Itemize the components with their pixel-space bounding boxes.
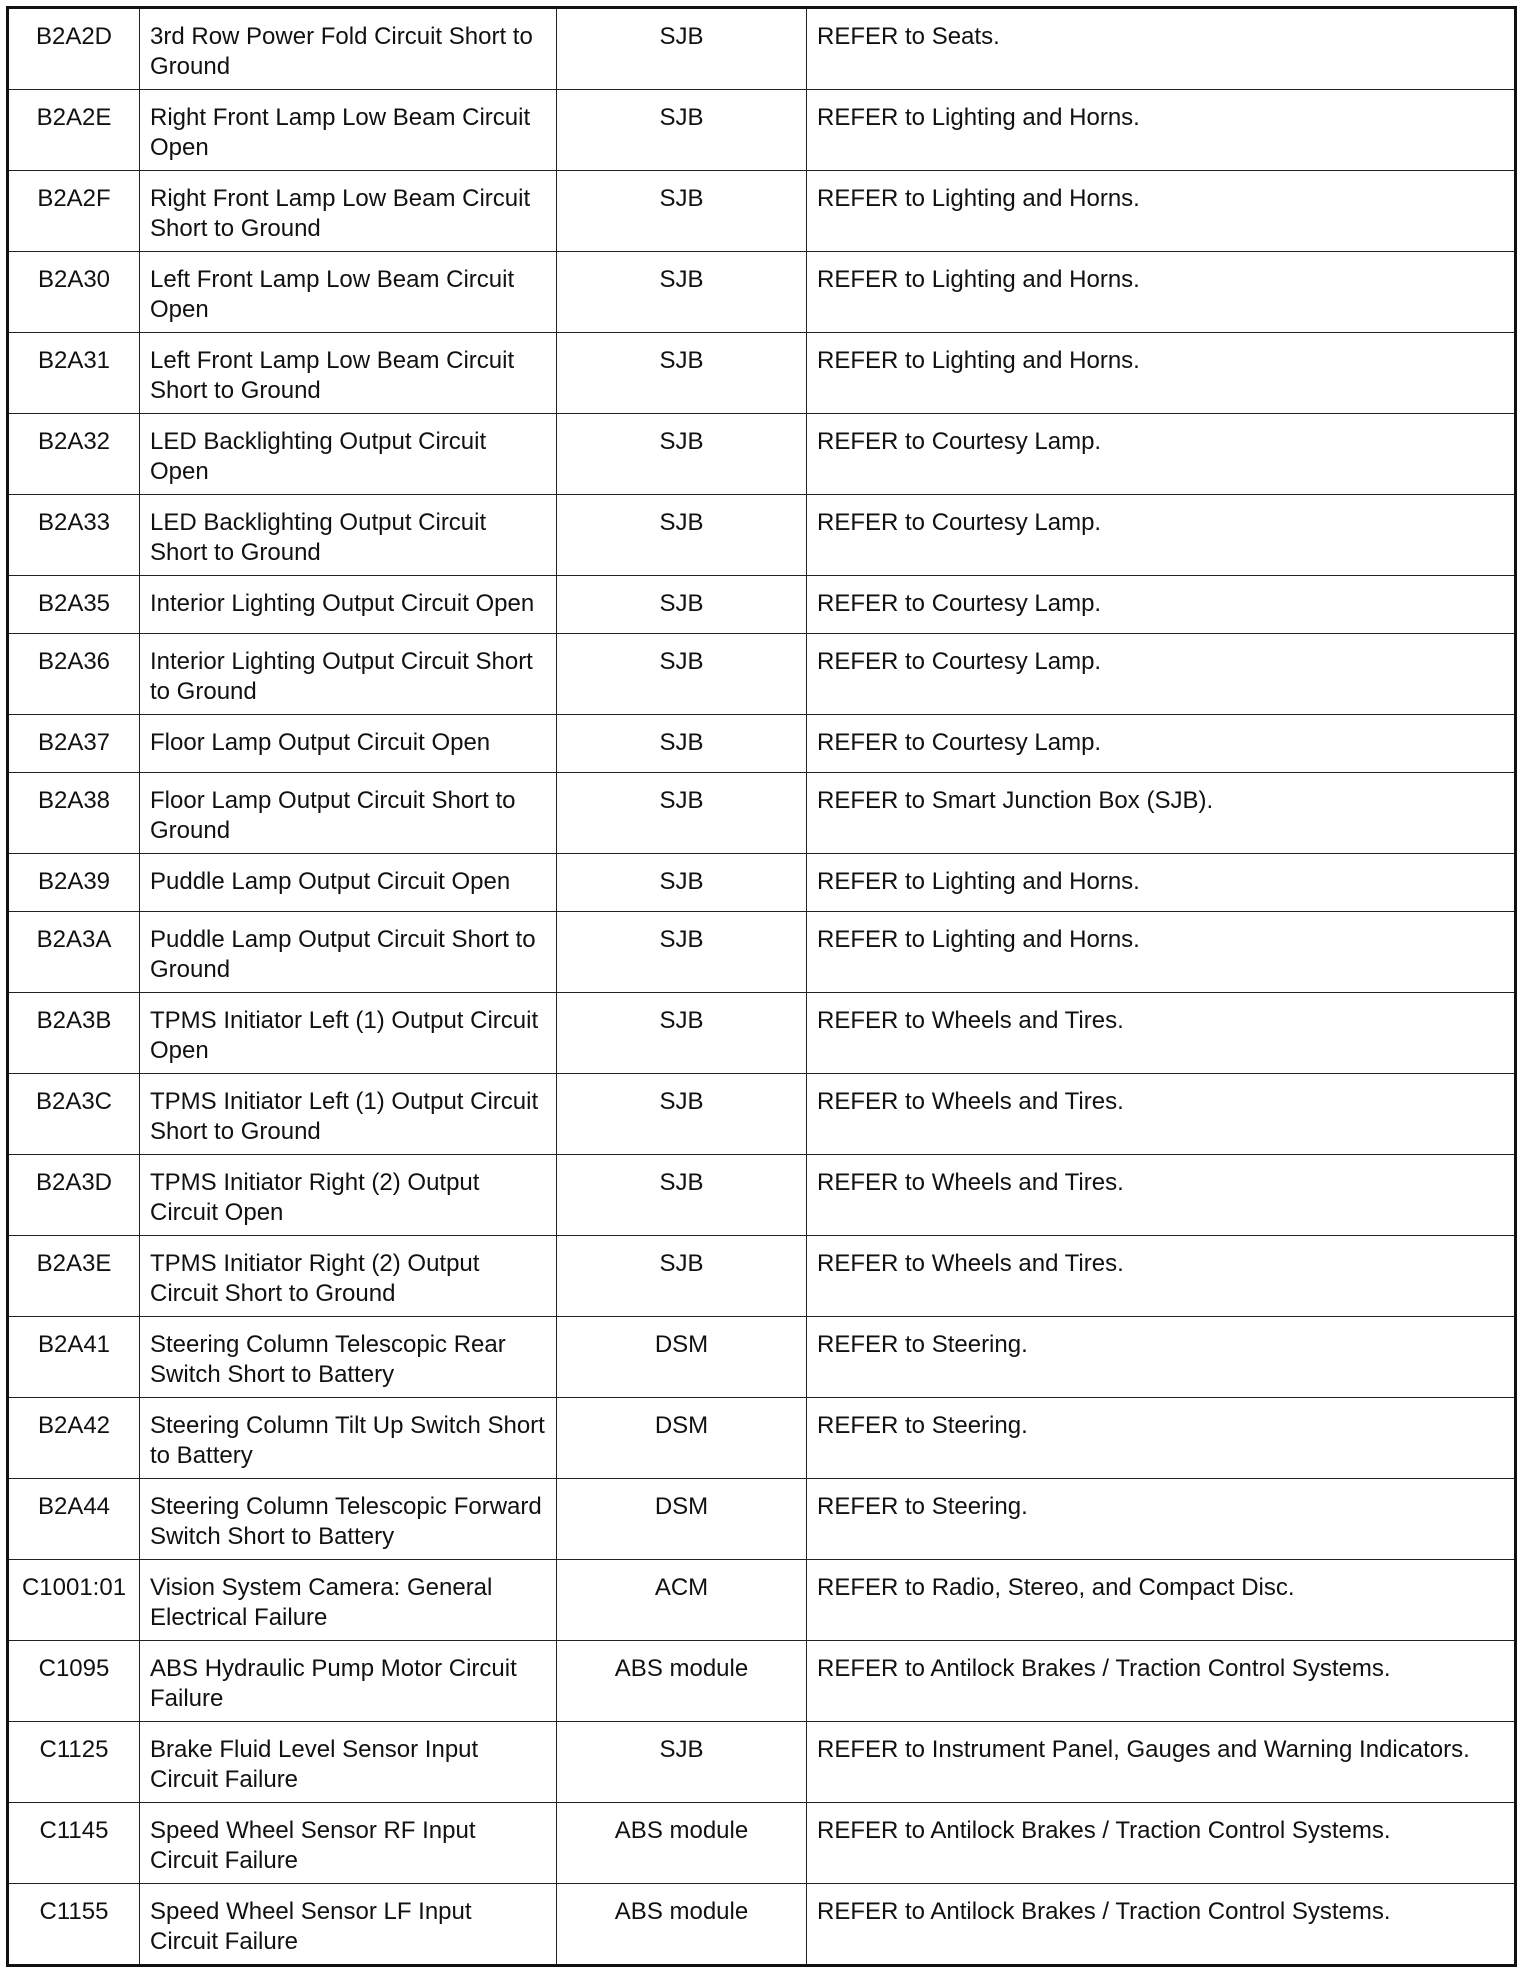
dtc-action-cell: REFER to Antilock Brakes / Traction Control Systems. xyxy=(807,1641,1516,1722)
dtc-code-cell: B2A32 xyxy=(8,414,140,495)
dtc-module-cell: ABS module xyxy=(557,1803,807,1884)
dtc-description-cell: Right Front Lamp Low Beam Circuit Short to Ground xyxy=(140,171,557,252)
dtc-code-cell: B2A2F xyxy=(8,171,140,252)
dtc-code-cell: B2A38 xyxy=(8,773,140,854)
dtc-module-cell: DSM xyxy=(557,1479,807,1560)
dtc-action-cell: REFER to Courtesy Lamp. xyxy=(807,634,1516,715)
dtc-action-cell: REFER to Courtesy Lamp. xyxy=(807,414,1516,495)
dtc-code-cell: C1155 xyxy=(8,1884,140,1966)
dtc-description-cell: ABS Hydraulic Pump Motor Circuit Failure xyxy=(140,1641,557,1722)
table-row xyxy=(8,1560,1516,1641)
dtc-code-cell: B2A37 xyxy=(8,715,140,773)
dtc-description-cell: Brake Fluid Level Sensor Input Circuit Failure xyxy=(140,1722,557,1803)
dtc-code-cell: B2A44 xyxy=(8,1479,140,1560)
dtc-action-cell: REFER to Lighting and Horns. xyxy=(807,912,1516,993)
dtc-module-cell: SJB xyxy=(557,1236,807,1317)
dtc-description-cell: Speed Wheel Sensor RF Input Circuit Failure xyxy=(140,1803,557,1884)
dtc-module-cell: ABS module xyxy=(557,1641,807,1722)
dtc-module-cell: SJB xyxy=(557,634,807,715)
dtc-module-cell: ABS module xyxy=(557,1884,807,1966)
table-row xyxy=(8,333,1516,414)
table-row xyxy=(8,1479,1516,1560)
dtc-code-cell: B2A2D xyxy=(8,8,140,90)
dtc-code-cell: B2A35 xyxy=(8,576,140,634)
dtc-table xyxy=(6,6,1517,1967)
dtc-code-cell: B2A3E xyxy=(8,1236,140,1317)
dtc-code-cell: C1145 xyxy=(8,1803,140,1884)
table-row xyxy=(8,1641,1516,1722)
dtc-module-cell: DSM xyxy=(557,1317,807,1398)
dtc-action-cell: REFER to Radio, Stereo, and Compact Disc. xyxy=(807,1560,1516,1641)
dtc-description-cell: 3rd Row Power Fold Circuit Short to Ground xyxy=(140,8,557,90)
dtc-description-cell: Left Front Lamp Low Beam Circuit Open xyxy=(140,252,557,333)
table-row xyxy=(8,1398,1516,1479)
dtc-code-cell: B2A3D xyxy=(8,1155,140,1236)
dtc-module-cell: SJB xyxy=(557,1155,807,1236)
dtc-action-cell: REFER to Steering. xyxy=(807,1479,1516,1560)
dtc-action-cell: REFER to Seats. xyxy=(807,8,1516,90)
dtc-table-body xyxy=(8,8,1516,1966)
dtc-code-cell: B2A36 xyxy=(8,634,140,715)
dtc-code-cell: B2A3C xyxy=(8,1074,140,1155)
dtc-description-cell: Steering Column Tilt Up Switch Short to Battery xyxy=(140,1398,557,1479)
dtc-module-cell: SJB xyxy=(557,854,807,912)
dtc-description-cell: Steering Column Telescopic Rear Switch Short to Battery xyxy=(140,1317,557,1398)
dtc-code-cell: C1095 xyxy=(8,1641,140,1722)
table-row xyxy=(8,495,1516,576)
dtc-description-cell: Speed Wheel Sensor LF Input Circuit Failure xyxy=(140,1884,557,1966)
dtc-code-cell: C1125 xyxy=(8,1722,140,1803)
table-row xyxy=(8,8,1516,90)
dtc-module-cell: SJB xyxy=(557,1074,807,1155)
table-row xyxy=(8,1317,1516,1398)
dtc-action-cell: REFER to Steering. xyxy=(807,1398,1516,1479)
dtc-description-cell: Puddle Lamp Output Circuit Open xyxy=(140,854,557,912)
dtc-code-cell: B2A3B xyxy=(8,993,140,1074)
table-row xyxy=(8,634,1516,715)
table-row xyxy=(8,252,1516,333)
table-row xyxy=(8,171,1516,252)
dtc-code-cell: C1001:01 xyxy=(8,1560,140,1641)
dtc-module-cell: SJB xyxy=(557,414,807,495)
table-row xyxy=(8,854,1516,912)
dtc-module-cell: SJB xyxy=(557,993,807,1074)
table-row xyxy=(8,1236,1516,1317)
dtc-module-cell: ACM xyxy=(557,1560,807,1641)
dtc-code-cell: B2A2E xyxy=(8,90,140,171)
table-row xyxy=(8,414,1516,495)
table-row xyxy=(8,912,1516,993)
dtc-code-cell: B2A33 xyxy=(8,495,140,576)
table-row xyxy=(8,1155,1516,1236)
dtc-action-cell: REFER to Courtesy Lamp. xyxy=(807,715,1516,773)
dtc-module-cell: SJB xyxy=(557,1722,807,1803)
dtc-module-cell: SJB xyxy=(557,90,807,171)
dtc-action-cell: REFER to Antilock Brakes / Traction Control Systems. xyxy=(807,1884,1516,1966)
dtc-description-cell: Interior Lighting Output Circuit Open xyxy=(140,576,557,634)
dtc-description-cell: Puddle Lamp Output Circuit Short to Ground xyxy=(140,912,557,993)
dtc-description-cell: LED Backlighting Output Circuit Open xyxy=(140,414,557,495)
dtc-action-cell: REFER to Wheels and Tires. xyxy=(807,1155,1516,1236)
dtc-action-cell: REFER to Steering. xyxy=(807,1317,1516,1398)
table-row xyxy=(8,1722,1516,1803)
dtc-action-cell: REFER to Lighting and Horns. xyxy=(807,171,1516,252)
dtc-description-cell: TPMS Initiator Right (2) Output Circuit Open xyxy=(140,1155,557,1236)
table-row xyxy=(8,993,1516,1074)
dtc-code-cell: B2A41 xyxy=(8,1317,140,1398)
dtc-description-cell: Steering Column Telescopic Forward Switch Short to Battery xyxy=(140,1479,557,1560)
dtc-module-cell: SJB xyxy=(557,252,807,333)
dtc-module-cell: SJB xyxy=(557,8,807,90)
dtc-action-cell: REFER to Lighting and Horns. xyxy=(807,90,1516,171)
dtc-action-cell: REFER to Instrument Panel, Gauges and Warning Indicators. xyxy=(807,1722,1516,1803)
table-row xyxy=(8,773,1516,854)
dtc-code-cell: B2A39 xyxy=(8,854,140,912)
dtc-code-cell: B2A31 xyxy=(8,333,140,414)
dtc-module-cell: SJB xyxy=(557,333,807,414)
dtc-action-cell: REFER to Lighting and Horns. xyxy=(807,333,1516,414)
dtc-code-cell: B2A42 xyxy=(8,1398,140,1479)
dtc-description-cell: Floor Lamp Output Circuit Open xyxy=(140,715,557,773)
dtc-description-cell: Right Front Lamp Low Beam Circuit Open xyxy=(140,90,557,171)
dtc-action-cell: REFER to Wheels and Tires. xyxy=(807,1074,1516,1155)
table-row xyxy=(8,1884,1516,1966)
table-row xyxy=(8,90,1516,171)
dtc-code-cell: B2A30 xyxy=(8,252,140,333)
dtc-action-cell: REFER to Wheels and Tires. xyxy=(807,1236,1516,1317)
dtc-action-cell: REFER to Courtesy Lamp. xyxy=(807,495,1516,576)
dtc-module-cell: SJB xyxy=(557,171,807,252)
dtc-action-cell: REFER to Smart Junction Box (SJB). xyxy=(807,773,1516,854)
dtc-description-cell: Floor Lamp Output Circuit Short to Ground xyxy=(140,773,557,854)
dtc-description-cell: LED Backlighting Output Circuit Short to Ground xyxy=(140,495,557,576)
dtc-module-cell: SJB xyxy=(557,715,807,773)
dtc-description-cell: Left Front Lamp Low Beam Circuit Short to Ground xyxy=(140,333,557,414)
dtc-description-cell: Interior Lighting Output Circuit Short to Ground xyxy=(140,634,557,715)
dtc-description-cell: TPMS Initiator Right (2) Output Circuit Short to Ground xyxy=(140,1236,557,1317)
dtc-description-cell: Vision System Camera: General Electrical Failure xyxy=(140,1560,557,1641)
dtc-action-cell: REFER to Courtesy Lamp. xyxy=(807,576,1516,634)
dtc-action-cell: REFER to Antilock Brakes / Traction Control Systems. xyxy=(807,1803,1516,1884)
dtc-module-cell: SJB xyxy=(557,576,807,634)
dtc-module-cell: SJB xyxy=(557,773,807,854)
dtc-description-cell: TPMS Initiator Left (1) Output Circuit Open xyxy=(140,993,557,1074)
dtc-action-cell: REFER to Lighting and Horns. xyxy=(807,252,1516,333)
dtc-code-cell: B2A3A xyxy=(8,912,140,993)
dtc-action-cell: REFER to Lighting and Horns. xyxy=(807,854,1516,912)
dtc-module-cell: SJB xyxy=(557,495,807,576)
dtc-description-cell: TPMS Initiator Left (1) Output Circuit Short to Ground xyxy=(140,1074,557,1155)
dtc-action-cell: REFER to Wheels and Tires. xyxy=(807,993,1516,1074)
table-row xyxy=(8,1803,1516,1884)
table-row xyxy=(8,576,1516,634)
table-row xyxy=(8,715,1516,773)
dtc-table-sheet xyxy=(6,6,1514,1967)
dtc-module-cell: SJB xyxy=(557,912,807,993)
dtc-module-cell: DSM xyxy=(557,1398,807,1479)
table-row xyxy=(8,1074,1516,1155)
